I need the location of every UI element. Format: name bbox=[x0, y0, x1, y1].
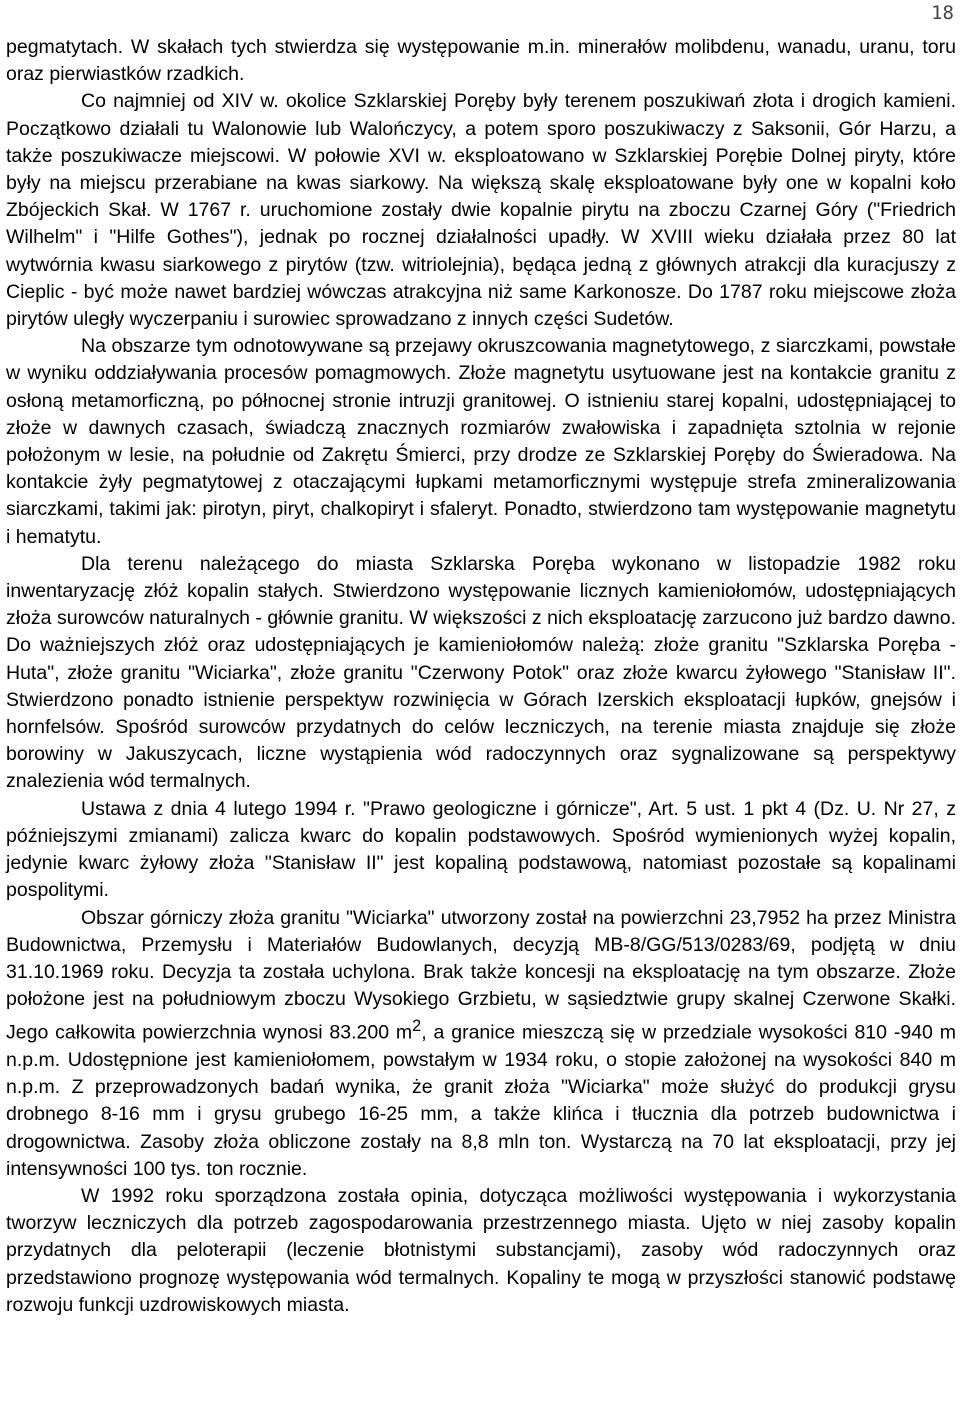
page-number: 18 bbox=[931, 2, 954, 24]
paragraph bbox=[6, 796, 956, 905]
paragraph bbox=[6, 551, 956, 796]
paragraph bbox=[6, 34, 956, 88]
document-body bbox=[6, 34, 956, 1319]
paragraph-text: Ustawa z dnia 4 lutego 1994 r. "Prawo geologiczne i górnicze", Art. 5 ust. 1 pkt 4 (Dz. U. Nr 27, z późniejszymi zmianami) zalicza kwarc do kopalin podstawowych. Spośród wymienionych wyżej kopalin, jedynie kwarc żyłowy złoża "Stanisław II" jest kopaliną podstawową, natomiast pozostałe są kopalinami pospolitymi. bbox=[6, 797, 956, 902]
paragraph-text: , a granice mieszczą się w przedziale wysokości 810 -940 m n.p.m. Udostępnione jest kamieniołomem, powstałym w 1934 roku, o stopie założonej na wysokości 840 m n.p.m. Z przeprowadzonych badań wynika, że granit złoża "Wiciarka" może służyć do produkcji grysu drobnego 8-16 mm i grysu grubego 16-25 mm, a także klińca i tłucznia dla potrzeb budownictwa i drogownictwa. Zasoby złoża obliczone zostały na 8,8 mln ton. Wystarczą na 70 lat eksploatacji, przy jej intensywności 100 tys. ton rocznie. bbox=[6, 1021, 957, 1180]
paragraph bbox=[6, 1183, 956, 1319]
paragraph bbox=[6, 88, 956, 333]
paragraph-text: W 1992 roku sporządzona została opinia, dotycząca możliwości występowania i wykorzystania tworzyw leczniczych dla potrzeb zagospodarowania przestrzennego miasta. Ujęto w niej zasoby kopalin przydatnych dla peloterapii (leczenie błotnistymi substancjami), zasoby wód radoczynnych oraz przedstawiono prognozę występowania wód termalnych. Kopaliny te mogą w przyszłości stanowić podstawę rozwoju funkcji uzdrowiskowych miasta. bbox=[6, 1185, 956, 1316]
paragraph-text: Co najmniej od XIV w. okolice Szklarskiej Poręby były terenem poszukiwań złota i drogich kamieni. Początkowo działali tu Walonowie lub Walończycy, a potem sporo poszukiwaczy z Saksonii, Gór Harzu, a także poszukiwacze miejscowi. W połowie XVI w. eksploatowano w Szklarskiej Porębie Dolnej piryty, które były na miejscu przerabiane na kwas siarkowy. Na większą skalę eksploatowane były one w kopalni koło Zbójeckich Skał. W 1767 r. uruchomione zostały dwie kopalnie pirytu na zboczu Czarnej Góry ("Friedrich Wilhelm" i "Hilfe Gothes"), jednak po rocznej działalności upadły. W XVIII wieku działała przez 80 lat wytwórnia kwasu siarkowego z pirytów (tzw. witriolejnia), będąca jedną z głównych atrakcji dla kuracjuszy z Cieplic - być może nawet bardziej wówczas atrakcyjna niż same Karkonosze. Do 1787 roku miejscowe złoża pirytów uległy wyczerpaniu i surowiec sprowadzano z innych części Sudetów. bbox=[6, 90, 956, 331]
paragraph bbox=[6, 333, 956, 551]
paragraph bbox=[6, 905, 956, 1184]
paragraph-text: Obszar górniczy złoża granitu "Wiciarka" utworzony został na powierzchni 23,7952 ha przez Ministra Budownictwa, Przemysłu i Materiałów Budowlanych, decyzją MB-8/GG/513/0283/69, podjętą w dniu 31.10.1969 roku. Decyzja ta została uchylona. Brak także koncesji na eksploatację na tym obszarze. Złoże położone jest na południowym zboczu Wysokiego Grzbietu, w sąsiedztwie grupy skalnej Czerwone Skałki. Jego całkowita powierzchnia wynosi 83.200 m bbox=[6, 906, 956, 1044]
paragraph-text: Dla terenu należącego do miasta Szklarska Poręba wykonano w listopadzie 1982 roku inwentaryzację złóż kopalin stałych. Stwierdzono występowanie licznych kamieniołomów, udostępniających złoża surowców naturalnych - głównie granitu. W większości z nich eksploatację zarzucono już bardzo dawno. Do ważniejszych złóż oraz udostępniających je kamieniołomów należą: złoże granitu "Szklarska Poręba - Huta", złoże granitu "Wiciarka", złoże granitu "Czerwony Potok" oraz złoże kwarcu żyłowego "Stanisław II". Stwierdzono ponadto istnienie perspektyw rozwinięcia w Górach Izerskich eksploatacji łupków, gnejsów i hornfelsów. Spośród surowców przydatnych do celów leczniczych, na terenie miasta znajduje się złoże borowiny w Jakuszycach, liczne wystąpienia wód radoczynnych oraz sygnalizowane są perspektywy znalezienia wód termalnych. bbox=[6, 552, 956, 793]
paragraph-text: Na obszarze tym odnotowywane są przejawy okruszcowania magnetytowego, z siarczkami, powstałe w wyniku oddziaływania procesów pomagmowych. Złoże magnetytu usytuowane jest na kontakcie granitu z osłoną metamorficzną, po północnej stronie intruzji granitowej. O istnieniu starej kopalni, udostępniającej to złoże w dawnych czasach, świadczą znacznych rozmiarów zwałowiska i zapadnięta sztolnia w rejonie położonym w lesie, na południe od Zakrętu Śmierci, przy drodze ze Szklarskiej Poręby do Świeradowa. Na kontakcie żyły pegmatytowej z otaczającymi łupkami metamorficznymi występuje strefa zmineralizowania siarczkami, takimi jak: pirotyn, piryt, chalkopiryt i sfaleryt. Ponadto, stwierdzono tam występowanie magnetytu i hematytu. bbox=[6, 335, 956, 548]
paragraph-text: pegmatytach. W skałach tych stwierdza się występowanie m.in. minerałów molibdenu, wanadu, uranu, toru oraz pierwiastków rzadkich. bbox=[6, 36, 956, 86]
superscript: 2 bbox=[412, 1017, 422, 1036]
